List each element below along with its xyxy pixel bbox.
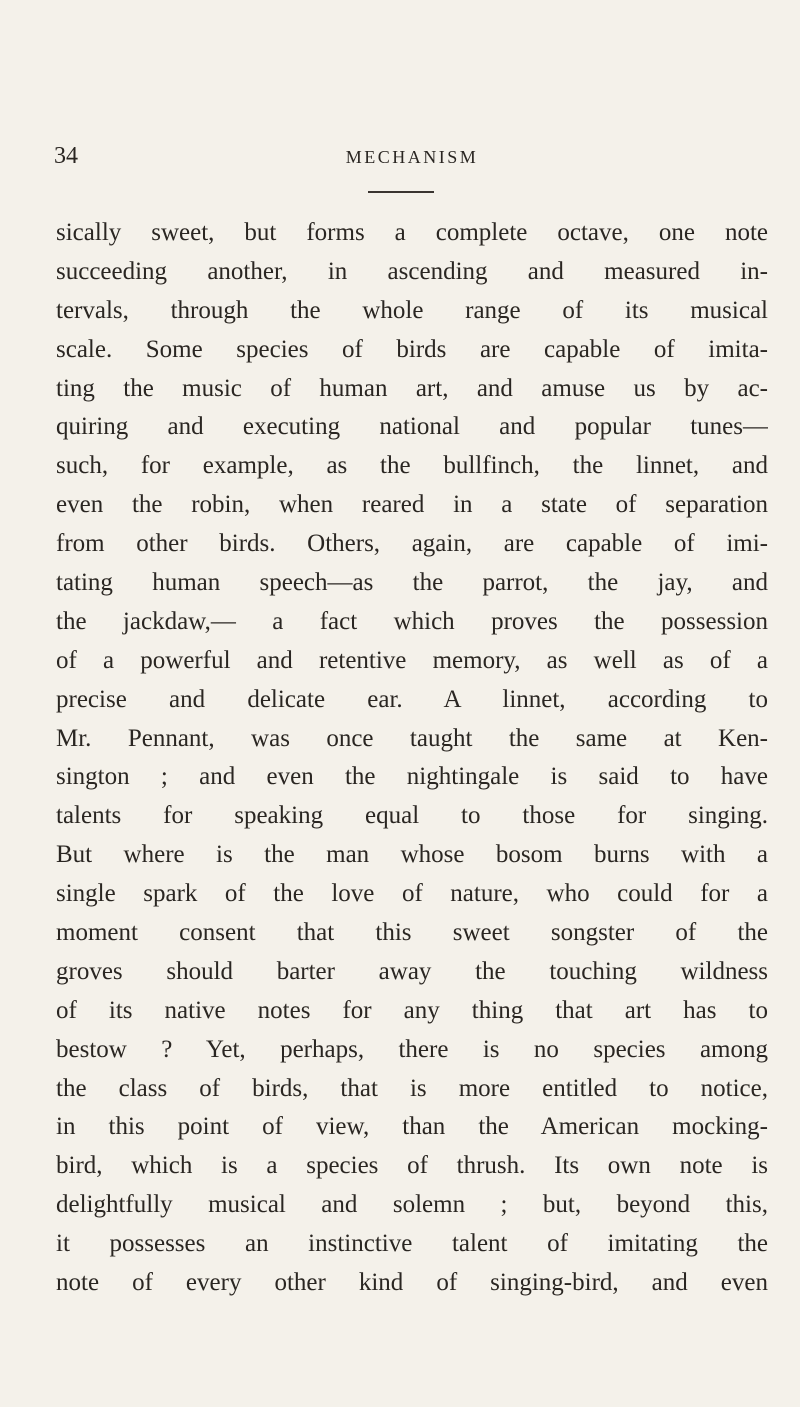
text-line: in this point of view, than the American mocking-: [56, 1113, 768, 1141]
body-text: [56, 214, 768, 1303]
text-line: single spark of the love of nature, who could for a: [56, 880, 768, 908]
text-line: precise and delicate ear. A linnet, according to: [56, 685, 768, 713]
text-line: bestow ? Yet, perhaps, there is no species among: [56, 1035, 768, 1063]
text-line: tating human speech—as the parrot, the jay, and: [56, 569, 768, 597]
text-line: even the robin, when reared in a state of separation: [56, 491, 768, 519]
text-line: scale. Some species of birds are capable of imita-: [56, 335, 768, 363]
text-line: the jackdaw,— a fact which proves the possession: [56, 607, 768, 635]
header-rule: [368, 191, 434, 193]
text-line: quiring and executing national and popular tunes—: [56, 413, 768, 441]
text-line: ting the music of human art, and amuse us by ac-: [56, 374, 768, 402]
text-line: delightfully musical and solemn ; but, beyond this,: [56, 1191, 768, 1219]
text-line: from other birds. Others, again, are capable of imi-: [56, 530, 768, 558]
text-line: of its native notes for any thing that art has to: [56, 996, 768, 1024]
text-line: moment consent that this sweet songster of the: [56, 919, 768, 947]
text-line: bird, which is a species of thrush. Its own note is: [56, 1152, 768, 1180]
text-line: Mr. Pennant, was once taught the same at Ken-: [56, 724, 768, 752]
text-line: succeeding another, in ascending and measured in-: [56, 257, 768, 285]
running-title: MECHANISM: [345, 147, 479, 167]
text-line: But where is the man whose bosom burns with a: [56, 841, 768, 869]
page-header: [54, 141, 754, 171]
text-line: tervals, through the whole range of its musical: [56, 296, 768, 324]
text-line: sically sweet, but forms a complete octave, one note: [56, 219, 768, 246]
text-line: note of every other kind of singing-bird, and even: [56, 1269, 768, 1297]
text-line: it possesses an instinctive talent of imitating the: [56, 1230, 768, 1258]
text-line: of a powerful and retentive memory, as well as of a: [56, 646, 768, 674]
page-number: 34: [54, 143, 78, 169]
text-line: sington ; and even the nightingale is said to have: [56, 763, 768, 791]
text-line: talents for speaking equal to those for singing.: [56, 802, 768, 830]
text-line: the class of birds, that is more entitled to notice,: [56, 1074, 768, 1102]
text-line: such, for example, as the bullfinch, the linnet, and: [56, 452, 768, 480]
text-line: groves should barter away the touching wildness: [56, 957, 768, 985]
